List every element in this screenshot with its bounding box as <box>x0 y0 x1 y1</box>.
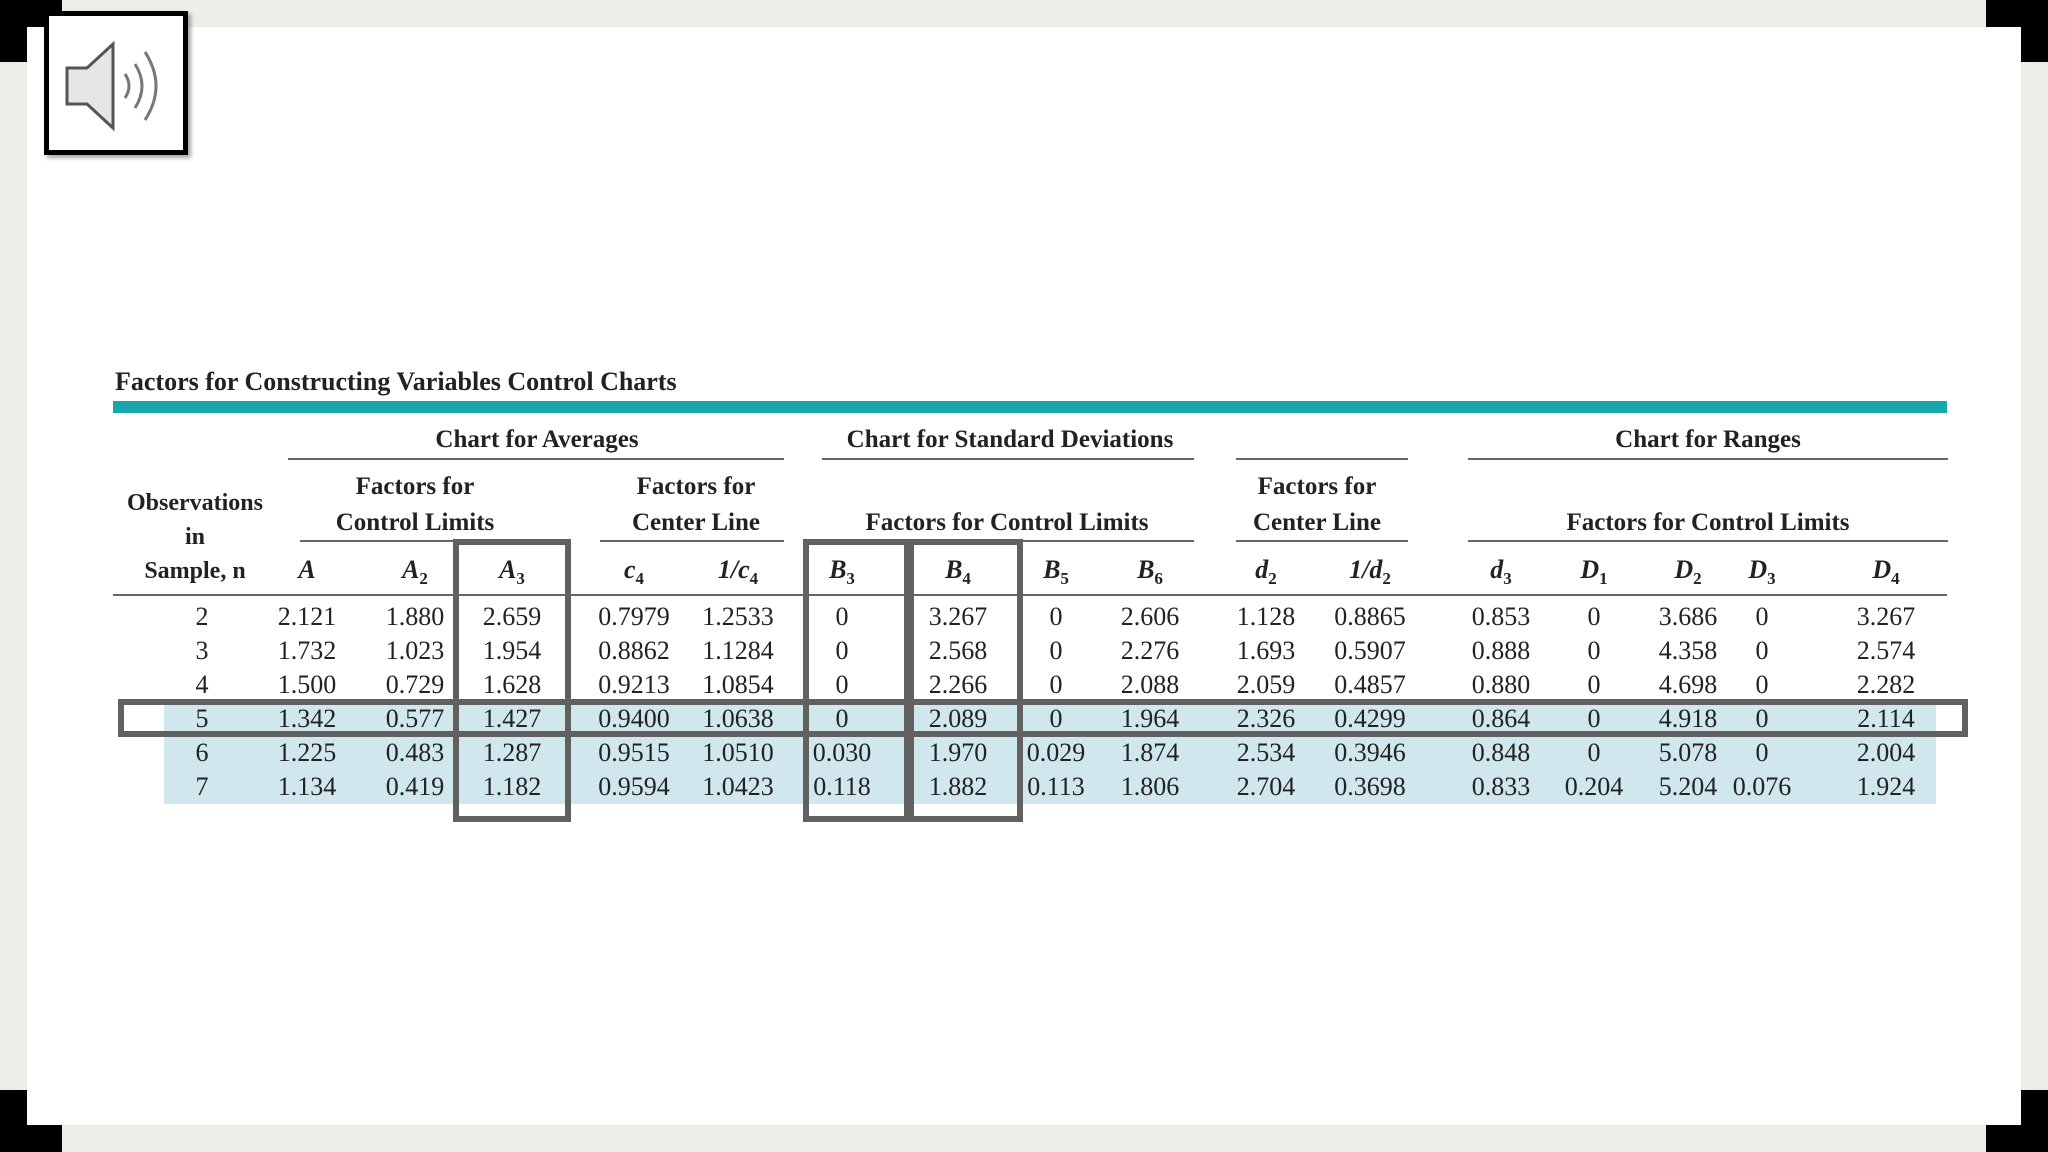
table-cell: 0 <box>1587 636 1601 665</box>
sample-size-cell: 2 <box>195 602 209 631</box>
table-cell: 1.500 <box>277 670 337 699</box>
table-cell: 0.3698 <box>1334 772 1406 801</box>
table-cell: 1.924 <box>1856 772 1916 801</box>
table-cell: 0 <box>835 704 849 733</box>
table-cell: 0 <box>1755 738 1769 767</box>
table-cell: 0.483 <box>385 738 445 767</box>
table-cell: 0.7979 <box>598 602 670 631</box>
table-cell: 1.287 <box>482 738 542 767</box>
corner-mark <box>2021 1090 2048 1152</box>
table-cell: 1.880 <box>385 602 445 631</box>
column-a3-box <box>453 539 571 822</box>
sample-size-cell: 7 <box>195 772 209 801</box>
table-cell: 2.704 <box>1236 772 1296 801</box>
table-cell: 0 <box>1587 704 1601 733</box>
chart-for-averages-header: Chart for Averages <box>435 426 639 453</box>
column-header: $B_5$ <box>1043 555 1069 589</box>
table-cell: 2.534 <box>1236 738 1296 767</box>
table-cell: 0.880 <box>1471 670 1531 699</box>
column-b4-box <box>908 539 1023 822</box>
column-header: $D_4$ <box>1872 555 1900 589</box>
table-cell: 1.427 <box>482 704 542 733</box>
table-title: Factors for Constructing Variables Control Charts <box>115 367 677 396</box>
column-header: $B_4$ <box>945 555 971 589</box>
column-header: $1/d_2$ <box>1349 555 1391 589</box>
table-cell: 0 <box>1587 602 1601 631</box>
corner-mark <box>0 1090 27 1152</box>
observations-label: Observations in Sample, n <box>126 490 263 584</box>
column-header: $B_6$ <box>1137 555 1163 589</box>
table-cell: 0 <box>1049 602 1063 631</box>
column-header: A <box>298 555 316 584</box>
column-header: $c_4$ <box>623 555 645 589</box>
table-cell: 2.121 <box>277 602 337 631</box>
table-cell: 0.204 <box>1564 772 1624 801</box>
title-accent-bar <box>113 401 1947 413</box>
table-cell: 2.059 <box>1236 670 1296 699</box>
column-header: $A_3$ <box>499 555 525 589</box>
column-header: $d_3$ <box>1490 555 1512 589</box>
table-cell: 0.853 <box>1471 602 1531 631</box>
column-header: $D_1$ <box>1580 555 1608 589</box>
table-cell: 0.888 <box>1471 636 1531 665</box>
range-control-limits-header: Factors for Control Limits <box>1566 509 1850 536</box>
table-cell: 2.606 <box>1120 602 1180 631</box>
column-header: $1/c_4$ <box>717 555 759 589</box>
table-cell: 0 <box>1755 602 1769 631</box>
sample-size-cell: 3 <box>195 636 209 665</box>
sample-size-cell: 4 <box>195 670 209 699</box>
table-cell: 1.0638 <box>702 704 774 733</box>
table-cell: 2.266 <box>928 670 988 699</box>
sample-size-cell: 6 <box>195 738 209 767</box>
table-cell: 1.0510 <box>702 738 774 767</box>
speaker-icon <box>61 34 181 138</box>
table-cell: 2.088 <box>1120 670 1180 699</box>
table-cell: 0.864 <box>1471 704 1531 733</box>
divider <box>1236 540 1408 542</box>
column-header: $A_2$ <box>402 555 428 589</box>
chart-for-ranges-header: Chart for Ranges <box>1615 426 1801 453</box>
column-header: $D_2$ <box>1674 555 1702 589</box>
table-cell: 1.732 <box>277 636 337 665</box>
range-center-line-header: Factors for Center Line <box>1253 473 1381 536</box>
chart-for-std-dev-header: Chart for Standard Deviations <box>846 426 1174 453</box>
table-cell: 0 <box>1049 670 1063 699</box>
table-cell: 0 <box>1587 670 1601 699</box>
table-cell: 3.686 <box>1658 602 1718 631</box>
table-cell: 0 <box>835 602 849 631</box>
table-cell: 1.628 <box>482 670 542 699</box>
avg-center-line-header: Factors for Center Line <box>632 473 760 536</box>
avg-control-limits-header: Factors for Control Limits <box>335 473 495 536</box>
table-cell: 0 <box>835 636 849 665</box>
table-cell: 0.029 <box>1026 738 1086 767</box>
table-cell: 0.8862 <box>598 636 670 665</box>
table-cell: 2.574 <box>1856 636 1916 665</box>
table-cell: 1.693 <box>1236 636 1296 665</box>
table-cell: 3.267 <box>1856 602 1916 631</box>
table-cell: 0 <box>1049 704 1063 733</box>
table-cell: 0 <box>1755 636 1769 665</box>
table-cell: 5.078 <box>1658 738 1718 767</box>
table-cell: 1.964 <box>1120 704 1180 733</box>
table-cell: 0.9400 <box>598 704 670 733</box>
column-header: $d_2$ <box>1255 555 1277 589</box>
table-cell: 1.128 <box>1236 602 1296 631</box>
divider <box>1236 458 1408 460</box>
corner-mark <box>2021 0 2048 62</box>
table-cell: 1.806 <box>1120 772 1180 801</box>
table-cell: 0.8865 <box>1334 602 1406 631</box>
divider <box>288 458 784 460</box>
divider <box>1468 540 1948 542</box>
table-cell: 0.118 <box>813 772 871 801</box>
column-b3-box <box>803 539 910 822</box>
table-cell: 0.4299 <box>1334 704 1406 733</box>
table-cell: 1.0854 <box>702 670 774 699</box>
table-cell: 1.0423 <box>702 772 774 801</box>
table-cell: 2.659 <box>482 602 542 631</box>
table-cell: 2.004 <box>1856 738 1916 767</box>
table-cell: 1.874 <box>1120 738 1180 767</box>
divider <box>1468 458 1948 460</box>
table-cell: 2.114 <box>1857 704 1915 733</box>
table-cell: 4.918 <box>1658 704 1718 733</box>
table-cell: 0 <box>1755 704 1769 733</box>
audio-button[interactable] <box>44 11 188 155</box>
table-cell: 0 <box>835 670 849 699</box>
table-cell: 1.2533 <box>702 602 774 631</box>
table-cell: 4.698 <box>1658 670 1718 699</box>
table-cell: 1.954 <box>482 636 542 665</box>
table-cell: 0.076 <box>1732 772 1792 801</box>
divider <box>600 540 784 542</box>
table-cell: 0.5907 <box>1334 636 1406 665</box>
table-cell: 0.577 <box>385 704 445 733</box>
table-cell: 1.225 <box>277 738 337 767</box>
table-cell: 2.282 <box>1856 670 1916 699</box>
table-cell: 0.9515 <box>598 738 670 767</box>
table-cell: 0.030 <box>812 738 872 767</box>
table-cell: 0.9594 <box>598 772 670 801</box>
corner-mark <box>0 0 27 62</box>
table-cell: 1.023 <box>385 636 445 665</box>
table-cell: 0.833 <box>1471 772 1531 801</box>
row-n5-box <box>118 699 1968 737</box>
table-cell: 0 <box>1049 636 1063 665</box>
table-cell: 2.276 <box>1120 636 1180 665</box>
table-cell: 0.419 <box>385 772 445 801</box>
table-cell: 0.9213 <box>598 670 670 699</box>
table-cell: 2.089 <box>928 704 988 733</box>
table-cell: 1.1284 <box>702 636 774 665</box>
table-cell: 1.134 <box>277 772 337 801</box>
table-cell: 0.848 <box>1471 738 1531 767</box>
table-cell: 5.204 <box>1658 772 1718 801</box>
table-cell: 1.882 <box>928 772 988 801</box>
table-cell: 4.358 <box>1658 636 1718 665</box>
table-cell: 1.970 <box>928 738 988 767</box>
table-cell: 0.729 <box>385 670 445 699</box>
table-cell: 0 <box>1755 670 1769 699</box>
table-cell: 3.267 <box>928 602 988 631</box>
table-cell: 1.342 <box>277 704 337 733</box>
divider <box>822 458 1194 460</box>
sample-size-cell: 5 <box>195 704 209 733</box>
table-cell: 0.113 <box>1027 772 1085 801</box>
table-cell: 1.182 <box>482 772 542 801</box>
column-header: $B_3$ <box>829 555 855 589</box>
table-cell: 0.4857 <box>1334 670 1406 699</box>
column-header: $D_3$ <box>1748 555 1776 589</box>
table-cell: 0 <box>1587 738 1601 767</box>
table-cell: 2.568 <box>928 636 988 665</box>
table-cell: 2.326 <box>1236 704 1296 733</box>
table-cell: 0.3946 <box>1334 738 1406 767</box>
sd-control-limits-header: Factors for Control Limits <box>865 509 1149 536</box>
